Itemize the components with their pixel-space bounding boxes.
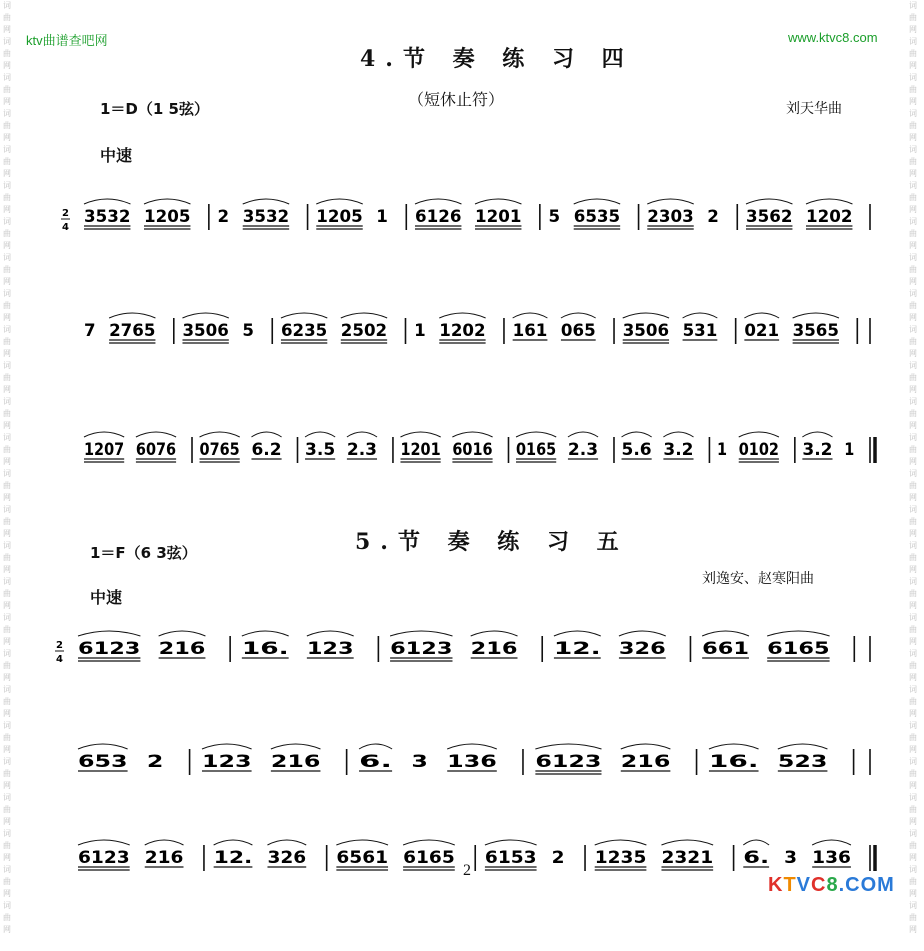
note-group: 2303 xyxy=(647,207,694,227)
slur xyxy=(341,313,387,318)
note-group: 12. xyxy=(213,848,253,868)
slur xyxy=(485,840,537,845)
slur xyxy=(305,432,335,437)
slur xyxy=(307,631,354,636)
slur xyxy=(475,199,521,204)
note-group: 3 xyxy=(411,752,428,772)
slur xyxy=(347,432,377,437)
slur xyxy=(403,840,455,845)
note-group: 123 xyxy=(201,752,252,772)
slur xyxy=(702,631,749,636)
slur xyxy=(516,432,556,437)
slur xyxy=(316,199,362,204)
note-group: 6123 xyxy=(78,639,141,659)
slur xyxy=(202,744,252,749)
slur xyxy=(806,199,852,204)
piece5-key: 1＝F（6 3弦） xyxy=(90,544,197,562)
score-row xyxy=(84,432,875,463)
logo-letter: 8 xyxy=(826,874,839,896)
score-row xyxy=(78,744,870,775)
note-group: 6. xyxy=(743,848,770,868)
score-row xyxy=(84,313,870,344)
time-signature-top: 2 xyxy=(62,208,69,219)
note-group: 523 xyxy=(777,752,828,772)
slur xyxy=(574,199,620,204)
note-group: 6561 xyxy=(336,848,389,868)
note-group: 216 xyxy=(470,639,518,659)
slur xyxy=(739,432,779,437)
note-group: 16. xyxy=(241,639,289,659)
piece5-composer: 刘逸安、赵寒阳曲 xyxy=(702,571,814,587)
page-number: 2 xyxy=(463,862,471,879)
slur xyxy=(619,631,666,636)
slur xyxy=(746,199,792,204)
piece4-key: 1＝D（1 5弦） xyxy=(100,100,209,118)
note-group: 136 xyxy=(812,848,851,868)
note-group: 661 xyxy=(702,639,749,659)
slur xyxy=(447,744,497,749)
note-group: 136 xyxy=(447,752,497,772)
note-group: 1 xyxy=(716,440,728,460)
slur xyxy=(136,432,176,437)
slur xyxy=(242,631,289,636)
note-group: 065 xyxy=(560,321,596,341)
note-group: 2.3 xyxy=(346,440,378,460)
logo-letter: K xyxy=(768,874,784,896)
slur xyxy=(159,631,206,636)
slur xyxy=(621,744,671,749)
note-group: 1201 xyxy=(475,207,522,227)
slur xyxy=(78,631,140,636)
note-group: 3506 xyxy=(622,321,670,341)
slur xyxy=(802,432,832,437)
note-group: 1205 xyxy=(316,207,363,227)
slur xyxy=(200,432,240,437)
note-group: 653 xyxy=(78,752,128,772)
slur xyxy=(595,840,647,845)
note-group: 3562 xyxy=(745,207,793,227)
slur xyxy=(271,744,321,749)
slur xyxy=(793,313,839,318)
logo-letter: V xyxy=(796,874,812,896)
note-group: 5.6 xyxy=(621,440,652,460)
right-watermark: 词曲网词曲网词曲网词曲网词曲网词曲网词曲网词曲网词曲网词曲网词曲网词曲网词曲网词曲网词曲网词曲网词曲网词曲网词曲网词曲网词曲网词曲网词曲网词曲网词曲网词曲网 xyxy=(909,1,917,934)
note-group: 16. xyxy=(708,752,759,772)
score-row xyxy=(78,840,875,871)
note-group: 161 xyxy=(512,321,548,341)
slur xyxy=(568,432,598,437)
note-group: 6126 xyxy=(414,207,462,227)
note-group: 6076 xyxy=(135,440,177,460)
slur xyxy=(336,840,388,845)
slur xyxy=(267,840,306,845)
note-group: 2502 xyxy=(340,321,388,341)
note-group: 6535 xyxy=(573,207,621,227)
slur xyxy=(812,840,851,845)
note-group: 3.2 xyxy=(663,440,694,460)
slur xyxy=(281,313,327,318)
note-group: 3 xyxy=(784,848,798,868)
note-group: 12. xyxy=(553,639,601,659)
slur xyxy=(243,199,289,204)
slur xyxy=(744,313,779,318)
note-group: 5 xyxy=(242,321,254,341)
slur xyxy=(415,199,461,204)
left-watermark: 词曲网词曲网词曲网词曲网词曲网词曲网词曲网词曲网词曲网词曲网词曲网词曲网词曲网词曲网词曲网词曲网词曲网词曲网词曲网词曲网词曲网词曲网词曲网词曲网词曲网词曲网 xyxy=(3,1,11,934)
note-group: 2321 xyxy=(661,848,714,868)
note-group: 1202 xyxy=(805,207,853,227)
note-group: 1207 xyxy=(84,440,125,460)
slur xyxy=(513,313,548,318)
site-name-left: ktv曲谱查吧网 xyxy=(26,33,108,48)
note-group: 6016 xyxy=(452,440,493,460)
note-group: 1202 xyxy=(439,321,486,341)
note-group: 3.2 xyxy=(802,440,833,460)
slur xyxy=(182,313,228,318)
score-row xyxy=(61,199,870,233)
note-group: 6235 xyxy=(280,321,328,341)
piece4-composer: 刘天华曲 xyxy=(786,101,842,117)
slur xyxy=(535,744,601,749)
note-group: 1 xyxy=(414,321,426,341)
note-group: 0165 xyxy=(516,440,557,460)
note-group: 021 xyxy=(744,321,780,341)
note-group: 1 xyxy=(376,207,388,227)
slur xyxy=(109,313,155,318)
piece4-subtitle: （短休止符） xyxy=(408,90,505,109)
slur xyxy=(145,840,184,845)
slur xyxy=(647,199,693,204)
note-group: 1235 xyxy=(594,848,647,868)
slur xyxy=(683,313,718,318)
note-group: 3565 xyxy=(792,321,839,341)
slur xyxy=(663,432,693,437)
logo-letter: T xyxy=(783,874,797,896)
slur xyxy=(359,744,392,749)
note-group: 2 xyxy=(707,207,719,227)
note-group: 6123 xyxy=(535,752,602,772)
note-group: 6165 xyxy=(403,848,455,868)
piece5-title: 5.节 奏 练 习 五 xyxy=(355,529,629,555)
note-group: 216 xyxy=(158,639,206,659)
note-group: 6123 xyxy=(390,639,453,659)
time-signature-bottom: 4 xyxy=(62,222,69,233)
logo-letter: C xyxy=(811,874,827,896)
note-group: 6.2 xyxy=(251,440,282,460)
note-group: 3532 xyxy=(242,207,290,227)
slur xyxy=(554,631,601,636)
note-group: 6123 xyxy=(78,848,130,868)
time-signature-top: 2 xyxy=(56,640,63,651)
note-group: 2 xyxy=(551,848,565,868)
slur xyxy=(452,432,492,437)
note-group: 2 xyxy=(146,752,164,772)
note-group: 3506 xyxy=(182,321,229,341)
note-group: 6153 xyxy=(484,848,537,868)
slur xyxy=(661,840,713,845)
slur xyxy=(400,432,440,437)
time-signature-bottom: 4 xyxy=(56,654,63,665)
site-url-right: www.ktvc8.com xyxy=(788,30,878,45)
piece5-tempo: 中速 xyxy=(90,588,123,607)
slur xyxy=(743,840,769,845)
note-group: 216 xyxy=(144,848,184,868)
slur xyxy=(561,313,596,318)
slur xyxy=(84,432,124,437)
note-group: 3.5 xyxy=(305,440,336,460)
note-group: 0765 xyxy=(199,440,240,460)
note-group: 6165 xyxy=(767,639,830,659)
note-group: 2765 xyxy=(109,321,156,341)
note-group: 2 xyxy=(217,207,230,227)
note-group: 1205 xyxy=(144,207,191,227)
note-group: 531 xyxy=(682,321,718,341)
note-group: 2.3 xyxy=(567,440,599,460)
slur xyxy=(471,631,518,636)
slur xyxy=(767,631,829,636)
ktvc8-logo xyxy=(768,874,895,897)
slur xyxy=(251,432,281,437)
slur xyxy=(84,199,130,204)
slur xyxy=(439,313,485,318)
slur xyxy=(390,631,452,636)
slur xyxy=(78,840,130,845)
piece4-title: 4.节 奏 练 习 四 xyxy=(360,46,634,72)
slur xyxy=(709,744,759,749)
logo-letter: .COM xyxy=(838,874,895,896)
slur xyxy=(144,199,190,204)
note-group: 3532 xyxy=(84,207,131,227)
note-group: 1201 xyxy=(400,440,441,460)
note-group: 216 xyxy=(620,752,671,772)
note-group: 0102 xyxy=(738,440,779,460)
note-group: 123 xyxy=(306,639,354,659)
slur xyxy=(778,744,828,749)
note-group: 326 xyxy=(267,848,307,868)
piece4-tempo: 中速 xyxy=(100,146,133,165)
note-group: 5 xyxy=(548,207,561,227)
note-group: 7 xyxy=(84,321,96,341)
slur xyxy=(622,432,652,437)
slur xyxy=(623,313,669,318)
note-group: 326 xyxy=(618,639,666,659)
note-group: 6. xyxy=(359,752,393,772)
score-row xyxy=(55,631,870,665)
note-group: 216 xyxy=(270,752,321,772)
slur xyxy=(214,840,253,845)
slur xyxy=(78,744,128,749)
note-group: 1 xyxy=(844,440,855,460)
